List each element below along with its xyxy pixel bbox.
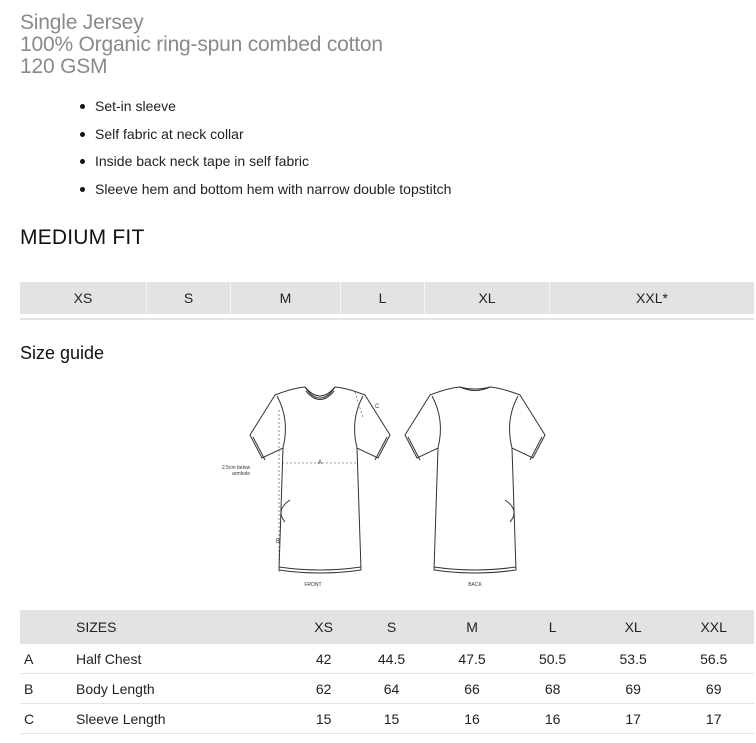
front-tshirt-drawing [250,387,390,573]
tshirt-technical-drawing [215,380,560,590]
table-header-row [20,610,754,644]
armhole-note: 2.5cm below [222,465,251,471]
header-size-s: S [351,610,432,644]
fit-title: MEDIUM FIT [20,226,145,249]
table-cell: 53.5 [593,644,674,674]
size-option-l[interactable]: L [341,282,425,314]
table-cell: 66 [432,674,513,704]
size-option-m[interactable]: M [231,282,341,314]
header-size-xs: XS [296,610,351,644]
marker-c: C [375,404,380,410]
size-option-xl[interactable]: XL [425,282,550,314]
size-selector-bar [20,282,754,314]
fabric-type: Single Jersey [20,11,144,34]
feature-item: Inside back neck tape in self fabric [78,150,451,178]
fabric-specs [20,12,383,78]
table-cell: 15 [296,704,351,734]
table-row [20,674,754,704]
table-cell: 17 [593,704,674,734]
row-key: A [20,644,76,674]
row-name: Sleeve Length [76,704,296,734]
table-cell: 68 [512,674,593,704]
header-size-l: L [512,610,593,644]
header-size-m: M [432,610,513,644]
table-cell: 69 [673,674,754,704]
table-cell: 17 [673,704,754,734]
row-name: Body Length [76,674,296,704]
back-tshirt-drawing [405,387,545,573]
feature-list [78,95,451,205]
table-cell: 62 [296,674,351,704]
feature-item: Sleeve hem and bottom hem with narrow double topstitch [78,178,451,206]
table-cell: 50.5 [512,644,593,674]
divider [20,318,754,320]
table-cell: 16 [432,704,513,734]
front-label: FRONT [304,582,322,588]
header-size-xxl: XXL [673,610,754,644]
table-cell: 64 [351,674,432,704]
row-key: C [20,704,76,734]
fabric-weight: 120 GSM [20,55,108,78]
armhole-note: armhole [232,471,251,477]
header-size-xl: XL [593,610,674,644]
row-key: B [20,674,76,704]
table-cell: 69 [593,674,674,704]
table-cell: 47.5 [432,644,513,674]
size-option-s[interactable]: S [147,282,231,314]
measurement-table [20,610,754,734]
size-option-xs[interactable]: XS [20,282,147,314]
marker-a: A [317,460,323,466]
size-guide-title: Size guide [20,343,105,363]
header-sizes-label: SIZES [76,610,296,644]
table-cell: 15 [351,704,432,734]
table-cell: 56.5 [673,644,754,674]
fabric-composition: 100% Organic ring-spun combed cotton [20,33,383,56]
table-cell: 42 [296,644,351,674]
table-row [20,644,754,674]
table-row [20,704,754,734]
marker-b: B [276,539,281,545]
header-key-cell [20,610,76,644]
table-cell: 16 [512,704,593,734]
row-name: Half Chest [76,644,296,674]
feature-item: Set-in sleeve [78,95,451,123]
table-cell: 44.5 [351,644,432,674]
size-option-xxl[interactable]: XXL* [636,290,668,306]
back-label: BACK [468,582,482,588]
feature-item: Self fabric at neck collar [78,123,451,151]
